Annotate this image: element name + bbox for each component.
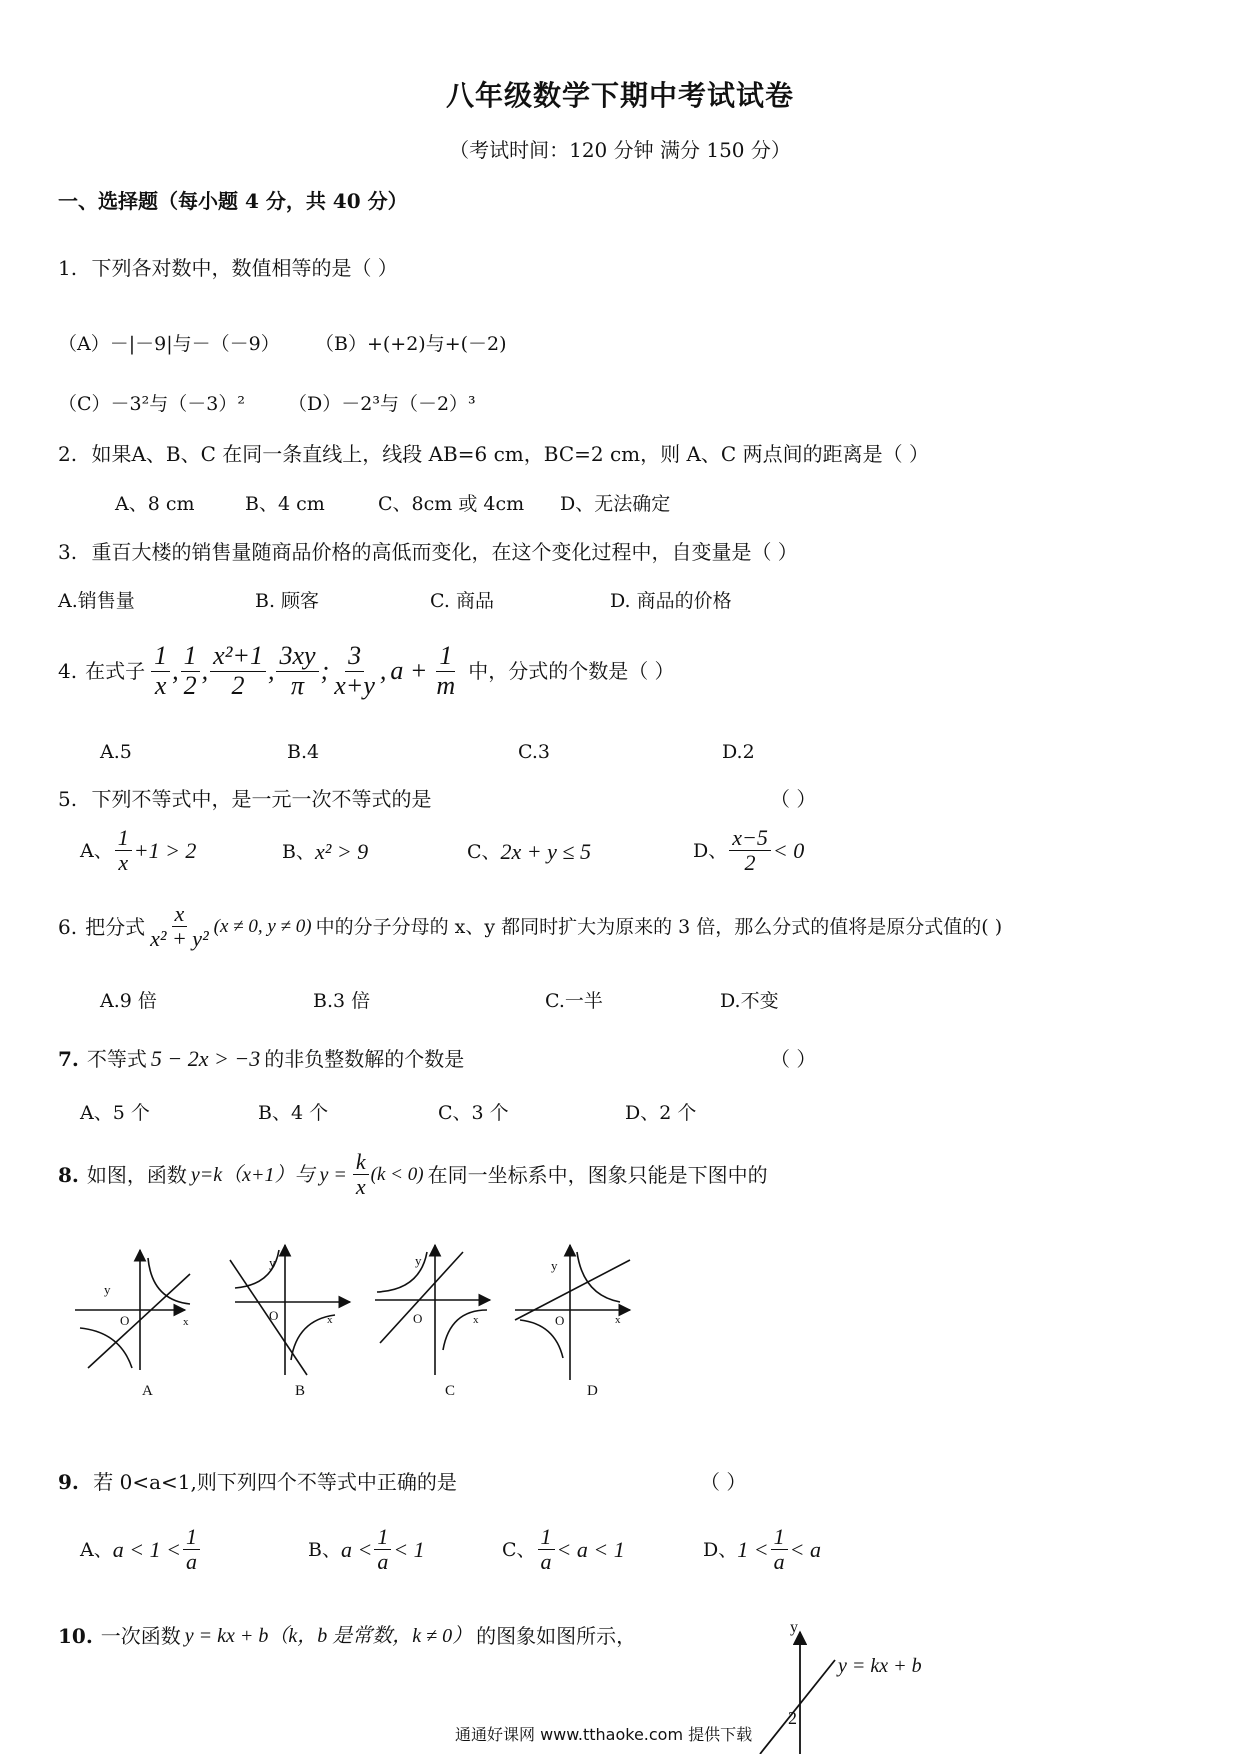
q1-option-a: （A）－|－9|与－（－9） (58, 333, 280, 355)
question-stem-pre: 如图，函数 (86, 1162, 187, 1187)
svg-text:2: 2 (788, 1708, 797, 1728)
page-title: 八年级数学下期中考试试卷 (445, 79, 794, 112)
question-number: 2. (58, 442, 78, 466)
question-9 (58, 1468, 457, 1496)
question-7: 7. 不等式 5 − 2x > −3 的非负整数解的个数是 (58, 1046, 465, 1071)
question-stem-post: 的非负整数解的个数是 (264, 1047, 465, 1071)
question-6 (58, 902, 1002, 951)
question-number: 1. (58, 256, 78, 280)
q7-option-d: D、2 个 (625, 1102, 697, 1124)
svg-text:O: O (269, 1308, 279, 1323)
question-number: 10. (58, 1624, 93, 1648)
svg-text:O: O (555, 1313, 565, 1328)
question-number: 7. (58, 1047, 79, 1071)
q6-option-b: B.3 倍 (313, 990, 371, 1012)
q9-option-c: C、 $\frac{1}{a}$ < a < 1 (502, 1524, 625, 1575)
answer-paren: （ ） (770, 787, 817, 811)
q3-option-d: D. 商品的价格 (610, 590, 732, 612)
q9-option-a: A、 a < 1 < $\frac{1}{a}$ (80, 1525, 202, 1574)
question-number: 6. (58, 914, 78, 939)
question-stem-pre: 不等式 (86, 1047, 147, 1071)
q5-option-a: A、 $\frac{1}{x}$ +1 > 2 (80, 825, 197, 876)
graph-label-c: C (445, 1383, 456, 1399)
q5-option-c: C、 2x + y ≤ 5 (467, 839, 591, 864)
question-8: 8. 如图，函数 y=k（x+1）与 y = $\frac{k}{x}$ (k < 0) 在同一坐标系中，图象只能是下图中的 (58, 1149, 768, 1200)
graph-label-a: A (142, 1383, 153, 1399)
section-heading: 一、选择题（每小题 4 分，共 40 分） (58, 189, 408, 213)
q5-option-b: B、 x² > 9 (282, 839, 369, 864)
question-number: 4. (58, 659, 78, 684)
svg-text:O: O (120, 1313, 130, 1328)
graph-a (75, 1250, 190, 1399)
svg-text:y: y (104, 1282, 111, 1297)
q4-option-c: C.3 (518, 741, 550, 763)
answer-paren: （ ） (700, 1470, 747, 1494)
linear-function-graph (740, 1620, 960, 1754)
question-number: 8. (58, 1162, 79, 1187)
svg-text:O: O (413, 1311, 423, 1326)
question-10: 10. 一次函数 y = kx + b（k，b 是常数，k ≠ 0） 的图象如图所示， (58, 1624, 637, 1648)
question-stem-post: 中，分式的个数是（ ） (468, 659, 675, 684)
exam-info: （考试时间：120 分钟 满分 150 分） (449, 138, 791, 162)
question-2 (58, 440, 929, 468)
answer-paren: （ ） (770, 1047, 817, 1071)
question-stem-post: 在同一坐标系中，图象只能是下图中的 (427, 1162, 768, 1187)
question-stem-post: 中的分子分母的 x、y 都同时扩大为原来的 3 倍，那么分式的值将是原分式值的( ) (315, 915, 1003, 938)
question-stem-pre: 一次函数 (100, 1624, 181, 1648)
q2-option-c: C、8cm 或 4cm (378, 493, 525, 515)
q1-option-b: （B）+(+2)与+(－2) (315, 333, 507, 355)
graph-c (375, 1245, 490, 1399)
q2-option-d: D、无法确定 (560, 493, 671, 515)
svg-text:x: x (183, 1316, 189, 1328)
q9-option-b: B、 a < $\frac{1}{a}$ < 1 (308, 1524, 425, 1575)
q7-option-c: C、3 个 (438, 1102, 509, 1124)
question-stem-post: 的图象如图所示， (476, 1624, 637, 1648)
graph-label-d: D (587, 1383, 598, 1399)
question-3 (58, 538, 798, 566)
question-stem: 若 0<a<1,则下列四个不等式中正确的是 (93, 1470, 457, 1494)
q1-option-d: （D）－2³与（－2）³ (288, 393, 476, 415)
q4-option-d: D.2 (722, 741, 755, 763)
q4-option-b: B.4 (287, 741, 320, 763)
graph-d (515, 1245, 630, 1399)
graph-label-b: B (295, 1383, 306, 1399)
q6-option-d: D.不变 (720, 990, 779, 1012)
question-stem: 如果A、B、C 在同一条直线上，线段 AB=6 cm，BC=2 cm，则 A、C 两点间的距离是（ ） (91, 442, 929, 466)
graph-b (230, 1245, 350, 1399)
q6-option-c: C.一半 (545, 990, 603, 1012)
svg-text:x: x (327, 1314, 333, 1326)
line-equation-label: y = kx + b (838, 1655, 922, 1677)
question-number: 9. (58, 1470, 79, 1494)
question-number: 5. (58, 787, 78, 811)
q5-option-d: D、 $\frac{x-5}{2}$ < 0 (693, 825, 805, 876)
question-stem-pre: 在式子 (85, 659, 146, 684)
question-stem: 下列各对数中，数值相等的是（ ） (91, 256, 398, 280)
q2-option-b: B、4 cm (245, 493, 325, 515)
q1-option-c: （C）－3²与（－3）² (58, 393, 245, 415)
fraction-expression: $\frac{x}{\text{x² + y²}}$ (x ≠ 0, y ≠ 0) (150, 901, 312, 952)
q4-option-a: A.5 (100, 741, 132, 763)
svg-text:x: x (615, 1314, 621, 1326)
q7-option-a: A、5 个 (80, 1102, 150, 1124)
q3-option-a: A.销售量 (58, 590, 135, 612)
q3-option-b: B. 顾客 (255, 590, 320, 612)
question-number: 3. (58, 540, 78, 564)
q7-option-b: B、4 个 (258, 1102, 329, 1124)
q2-option-a: A、8 cm (115, 493, 195, 515)
question-stem: 重百大楼的销售量随商品价格的高低而变化，在这个变化过程中，自变量是（ ） (91, 540, 798, 564)
svg-text:y: y (551, 1258, 558, 1273)
svg-text:y: y (269, 1255, 276, 1270)
q6-option-a: A.9 倍 (100, 990, 157, 1012)
question-stem-pre: 把分式 (85, 914, 146, 939)
footer-watermark: 通通好课网 www.tthaoke.com 提供下载 (455, 1725, 753, 1744)
question-stem: 下列不等式中，是一元一次不等式的是 (91, 787, 432, 811)
expression-list: $\frac{1}{x}$ , $\frac{1}{2}$ , $\frac{\text{x²+1}}{2}$ , $\frac{3xy}{\pi}$ ; $\frac{3}{x+y}$ , a + $\frac{1}{m}$ (149, 642, 460, 700)
question-5 (58, 785, 431, 813)
function-graphs (60, 1240, 730, 1410)
q9-option-d: D、 1 < $\frac{1}{a}$ < a (703, 1524, 821, 1575)
question-1 (58, 254, 398, 282)
question-4 (58, 642, 675, 700)
svg-text:y: y (790, 1620, 798, 1636)
svg-text:x: x (473, 1314, 479, 1326)
q3-option-c: C. 商品 (430, 590, 494, 612)
svg-text:y: y (415, 1253, 422, 1268)
